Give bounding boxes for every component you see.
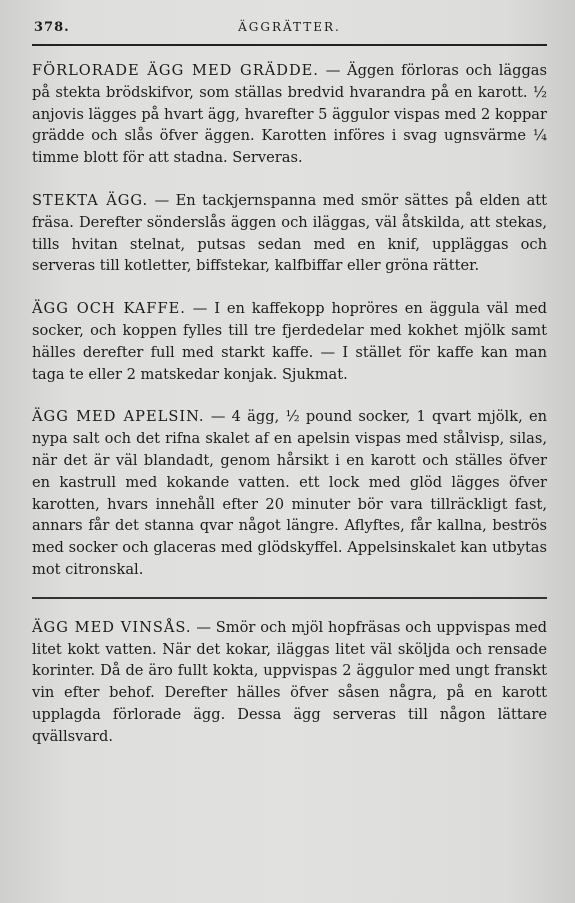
recipe-text: — Äggen förloras och läggas på stekta brödskifvor, som ställas bredvid hvarandra på en karott. ½ anjovis lägges på hvart ägg, hvarefter 5 äggulor vispas med 2 koppar grädde och slås öfver äggen. Karotten införes i svag ugnsvärme ¼ timme blott för att stadna. Serveras. bbox=[32, 62, 547, 167]
recipe-text: — En tackjernspanna med smör sättes på elden att fräsa. Derefter sönderslås äggen och iläggas, väl åtskilda, att stekas, tills hvitan stelnat, putsas sedan med en knif, uppläggas och serveras till kotletter, biffstekar, kalfbiffar eller gröna rätter. bbox=[32, 191, 547, 275]
recipe-forlorade-agg-med-gradde bbox=[32, 60, 547, 169]
page-header bbox=[32, 16, 547, 38]
paragraph-gap bbox=[32, 169, 547, 190]
paragraph-gap bbox=[32, 385, 547, 406]
recipe-text: — Smör och mjöl hopfräsas och uppvispas med litet kokt vatten. När det kokar, iläggas litet väl sköljda och rensade korinter. Då de äro fullt kokta, uppvispas 2 äggulor med ungt franskt vin efter behof. Derefter hälles öfver såsen några, på en karott upplagda förlorade ägg. Dessa ägg serveras till någon lättare qvällsvard. bbox=[32, 618, 547, 745]
recipe-title: STEKTA ÄGG. bbox=[32, 191, 149, 209]
recipe-title: ÄGG MED VINSÅS. bbox=[32, 618, 192, 636]
recipe-agg-med-apelsin bbox=[32, 406, 547, 580]
recipe-text: — I en kaffekopp hopröres en äggula väl med socker, och koppen fylles till tre fjerdedelar med kokhet mjölk samt hälles derefter full med starkt kaffe. — I stället för kaffe kan man taga te eller 2 matskedar konjak. Sjukmat. bbox=[32, 300, 547, 383]
header-rule bbox=[32, 44, 547, 46]
recipe-agg-och-kaffe bbox=[32, 298, 547, 385]
recipe-title: ÄGG MED APELSIN. bbox=[32, 408, 205, 426]
section-rule bbox=[32, 597, 547, 599]
recipe-text: — 4 ägg, ½ pound socker, 1 qvart mjölk, en nypa salt och det rifna skalet af en apelsin vispas med stålvisp, silas, när det är väl blandadt, genom hårsikt i en karott och ställes öfver en kastrull med kokande vatten. ett lock med glöd lägges öfver karotten, hvars innehåll efter 20 minuter bör vara tillräckligt fast, annars får det stanna qvar något längre. Aflyftes, får kallna, beströs med socker och glaceras med glödskyffel. Appelsinskalet kan utbytas mot citronskal. bbox=[32, 408, 547, 578]
page-number: 378. bbox=[34, 20, 70, 35]
paragraph-gap bbox=[32, 277, 547, 298]
recipe-title: FÖRLORADE ÄGG MED GRÄDDE. bbox=[32, 62, 319, 79]
recipe-stekta-agg bbox=[32, 190, 547, 277]
recipe-agg-med-vinsas bbox=[32, 617, 547, 748]
recipe-title: ÄGG OCH KAFFE. bbox=[32, 300, 186, 318]
running-title: ÄGGRÄTTER. bbox=[238, 20, 341, 34]
